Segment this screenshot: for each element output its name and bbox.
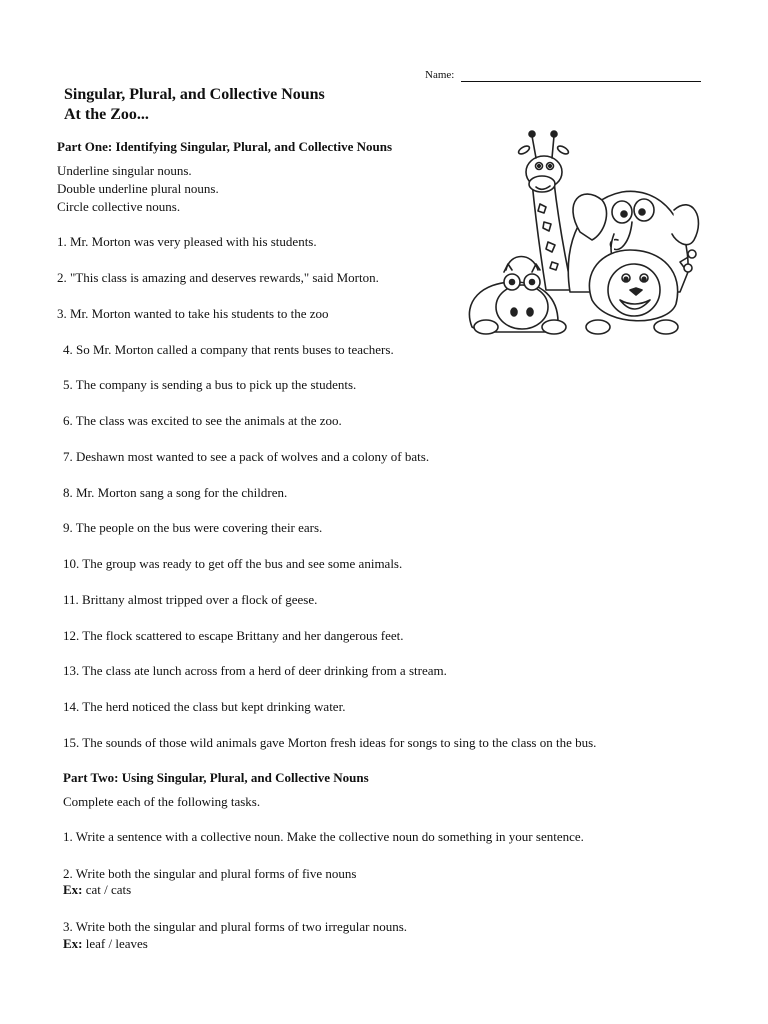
list-item: 8. Mr. Morton sang a song for the children. xyxy=(63,485,288,500)
giraffe-icon xyxy=(517,131,572,290)
example-value: leaf / leaves xyxy=(85,936,148,951)
worksheet-title: Singular, Plural, and Collective Nouns xyxy=(64,86,325,103)
list-item: 2. "This class is amazing and deserves rewards," said Morton. xyxy=(57,270,379,285)
list-item: 15. The sounds of those wild animals gave Morton fresh ideas for songs to sing to the class on the bus. xyxy=(63,735,597,750)
list-item: 10. The group was ready to get off the bus and see some animals. xyxy=(63,556,403,571)
list-item: 12. The flock scattered to escape Brittany and her dangerous feet. xyxy=(63,628,404,643)
list-item: 14. The herd noticed the class but kept drinking water. xyxy=(63,699,346,714)
task-3-example xyxy=(63,936,148,952)
list-item: 5. The company is sending a bus to pick up the students. xyxy=(63,377,357,392)
instruction-plural: Double underline plural nouns. xyxy=(57,181,219,196)
example-label: Ex: xyxy=(63,936,83,951)
list-item: 7. Deshawn most wanted to see a pack of wolves and a colony of bats. xyxy=(63,449,430,464)
instruction-collective: Circle collective nouns. xyxy=(57,199,181,214)
list-item: 1. Mr. Morton was very pleased with his students. xyxy=(57,234,317,249)
list-item: 4. So Mr. Morton called a company that rents buses to teachers. xyxy=(63,342,394,357)
part-two-instruction: Complete each of the following tasks. xyxy=(63,794,261,809)
example-label: Ex: xyxy=(63,882,83,897)
part-two-heading: Part Two: Using Singular, Plural, and Collective Nouns xyxy=(63,770,369,785)
task-3: 3. Write both the singular and plural forms of two irregular nouns. xyxy=(63,919,408,934)
list-item: 13. The class ate lunch across from a herd of deer drinking from a stream. xyxy=(63,663,447,678)
list-item: 9. The people on the bus were covering their ears. xyxy=(63,520,323,535)
list-item: 11. Brittany almost tripped over a flock of geese. xyxy=(63,592,318,607)
example-value: cat / cats xyxy=(85,882,132,897)
task-2: 2. Write both the singular and plural forms of five nouns xyxy=(63,866,357,881)
name-field-line[interactable] xyxy=(461,81,701,82)
list-item: 3. Mr. Morton wanted to take his students to the zoo xyxy=(57,306,329,321)
zoo-animals-illustration xyxy=(462,122,702,337)
task-1: 1. Write a sentence with a collective noun. Make the collective noun do something in your sentence. xyxy=(63,829,584,844)
part-one-heading: Part One: Identifying Singular, Plural, and Collective Nouns xyxy=(57,139,393,154)
name-label: Name: xyxy=(425,69,455,81)
worksheet-subtitle: At the Zoo... xyxy=(64,106,149,123)
instruction-singular: Underline singular nouns. xyxy=(57,163,192,178)
task-2-example xyxy=(63,882,131,898)
list-item: 6. The class was excited to see the animals at the zoo. xyxy=(63,413,342,428)
